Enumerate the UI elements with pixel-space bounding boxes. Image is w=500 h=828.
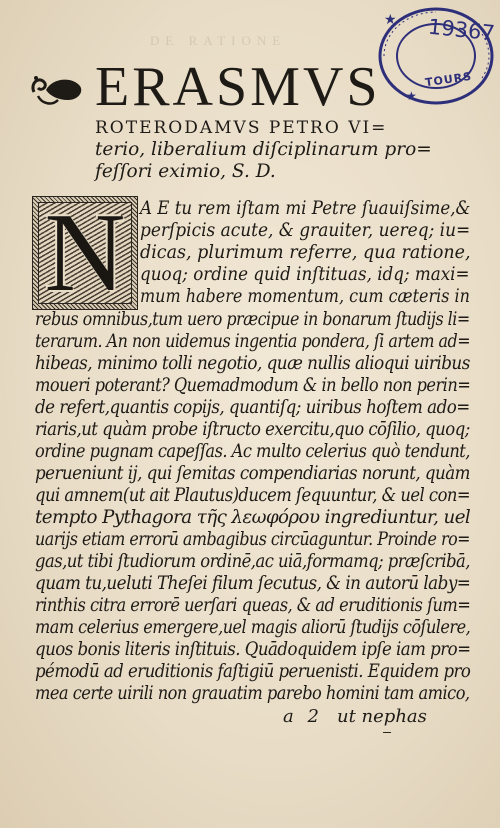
body-line: moueri poterant? Quemadmodum & in bello non perin=: [35, 375, 471, 396]
body-line: perſpicis acute, & grauiter, uereq; iu=: [140, 220, 471, 241]
stamp-city: TOURS: [424, 69, 473, 90]
body-line: gas,ut tibi ſtudiorum ordinē,ac uiā,formamq; præſcribā,: [35, 551, 470, 572]
body-line: quoq; ordine quid inſtituas, idq; maxi=: [140, 264, 470, 285]
fleuron-ornament-icon: [28, 66, 88, 112]
catchword: ut nephas: [337, 706, 427, 727]
body-line: mum habere momentum, cum cæteris in: [140, 286, 470, 307]
body-line: de refert,quantis copijs, quantiſq; uiribus hoſtem ado=: [35, 397, 470, 418]
body-line: dicas, plurimum referre, qua ratione,: [140, 242, 471, 263]
body-line: tempto Pythagora τῆς λεωφόρου ingrediuntur, uel: [35, 507, 471, 528]
heading-line-1: ROTERODAMVS PETRO VI=: [95, 118, 388, 138]
body-line: ordine pugnam capeſſas. Ac multo celerius quò tendunt,: [35, 441, 470, 462]
body-line: terarum. An non uidemus ingentia pondera, ſi artem ad=: [35, 331, 471, 352]
body-line: qui amnem(ut ait Plautus)ducem ſequuntur, & uel con=: [35, 485, 471, 506]
signature-mark: a 2: [283, 706, 323, 727]
svg-text:★: ★: [406, 89, 417, 103]
decorated-initial: [32, 196, 138, 310]
body-line: riaris,ut quàm probe iſtructo exercitu,quo cōſilio, quoq;: [35, 419, 470, 440]
bleed-through-text: DE RATIONE: [150, 33, 287, 48]
stamp-shelfmark: 19367: [426, 14, 496, 46]
body-line: uarijs etiam errorū ambagibus circūaguntur. Proinde ro=: [35, 529, 470, 550]
body-line: perueniunt ij, qui ſemitas compendiarias norunt, quàm: [35, 463, 470, 484]
body-line: rebus omnibus,tum uero præcipue in bonarum ſtudijs li=: [35, 309, 470, 330]
body-line: hibeas, minimo tolli negotio, quæ nullis alioqui uiribus: [35, 353, 470, 374]
body-line: quos bonis literis inſtituis. Quādoquidem ipſe iam pro=: [35, 639, 471, 660]
page-title: ERASMVS: [95, 56, 381, 118]
heading-line-3: feſſori eximio, S. D.: [95, 161, 276, 182]
body-line: A E tu rem iſtam mi Petre ſuauiſsime,&: [140, 198, 471, 219]
body-line: quam tu,ueluti Theſei filum ſecutus, & in autorū laby=: [35, 573, 471, 594]
body-line: mam celerius emergere,uel magis aliorū ſtudijs cōſulere,: [35, 617, 471, 638]
body-line: pémodū ad eruditionis faſtigiū peruenisti. Equidem pro: [35, 661, 471, 682]
heading-line-2: terio, liberalium diſciplinarum pro=: [95, 139, 432, 160]
body-line: rinthis citra errorē uerſari queas, & ad eruditionis ſum=: [35, 595, 471, 616]
ink-flourish: [383, 726, 391, 733]
initial-letter: N: [44, 196, 126, 310]
svg-text:★: ★: [384, 12, 397, 28]
body-line: mea certe uirili non grauatim parebo homini tam amico,: [35, 683, 470, 704]
